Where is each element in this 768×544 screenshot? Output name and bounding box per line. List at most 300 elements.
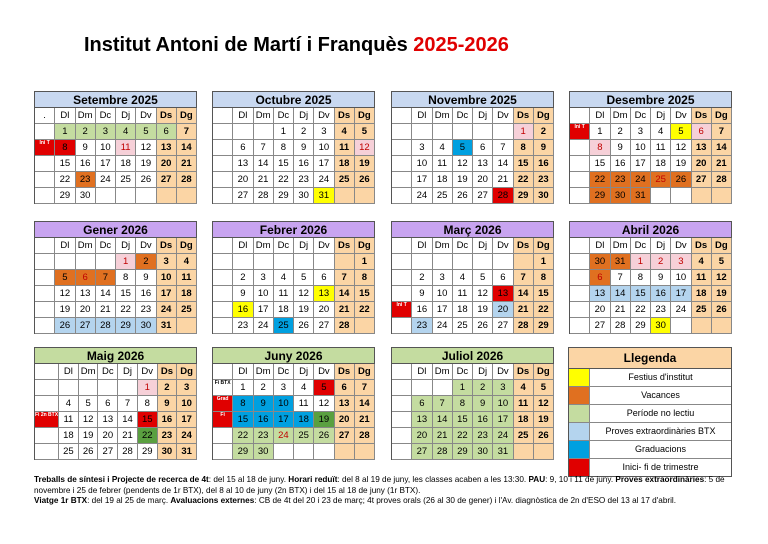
day-cell: 24 bbox=[631, 172, 651, 188]
weekday-header: Dg bbox=[534, 238, 554, 254]
month-title: Maig 2026 bbox=[34, 347, 197, 364]
day-cell: 17 bbox=[254, 302, 274, 318]
weekday-header: Dl bbox=[590, 108, 610, 124]
day-cell: 8 bbox=[138, 396, 158, 412]
day-cell: 13 bbox=[493, 286, 513, 302]
day-cell: 3 bbox=[412, 140, 432, 156]
day-cell: 22 bbox=[590, 172, 610, 188]
day-cell: 2 bbox=[651, 254, 671, 270]
weekday-header: Dl bbox=[412, 238, 432, 254]
day-cell: 1 bbox=[116, 254, 136, 270]
day-cell: 25 bbox=[651, 172, 671, 188]
day-cell: 20 bbox=[314, 302, 334, 318]
week-side-label bbox=[35, 428, 59, 444]
day-cell: 18 bbox=[274, 302, 294, 318]
weekday-header: Dj bbox=[116, 108, 136, 124]
weekday-header: Dv bbox=[493, 238, 513, 254]
week-side-label bbox=[392, 444, 412, 460]
weekday-header: Dj bbox=[651, 108, 671, 124]
legend-label: Inici- fi de trimestre bbox=[622, 462, 699, 472]
day-cell: 29 bbox=[138, 444, 158, 460]
day-cell bbox=[493, 254, 513, 270]
day-cell: 20 bbox=[233, 172, 253, 188]
corner-cell bbox=[213, 238, 233, 254]
day-cell: 16 bbox=[233, 302, 253, 318]
legend-label: Festius d'institut bbox=[628, 372, 693, 382]
day-cell: 28 bbox=[335, 318, 355, 334]
day-cell: 5 bbox=[712, 254, 732, 270]
day-cell: 17 bbox=[274, 412, 294, 428]
weekday-header: Dl bbox=[233, 108, 253, 124]
day-cell: 2 bbox=[233, 270, 253, 286]
day-cell: 5 bbox=[314, 380, 334, 396]
week-side-label bbox=[570, 188, 590, 204]
day-cell: 23 bbox=[294, 172, 314, 188]
day-cell: 23 bbox=[611, 172, 631, 188]
day-cell bbox=[493, 124, 513, 140]
weekday-header: Dv bbox=[314, 108, 334, 124]
day-cell: 4 bbox=[177, 254, 197, 270]
day-cell: 7 bbox=[355, 380, 375, 396]
corner-cell: . bbox=[35, 108, 55, 124]
day-cell bbox=[233, 254, 253, 270]
day-cell: 2 bbox=[412, 270, 432, 286]
day-cell bbox=[96, 188, 116, 204]
day-cell: 2 bbox=[254, 380, 274, 396]
day-cell: 31 bbox=[157, 318, 177, 334]
day-cell: 4 bbox=[514, 380, 534, 396]
day-cell: 10 bbox=[177, 396, 197, 412]
day-cell: 5 bbox=[55, 270, 75, 286]
weekday-header: Dc bbox=[96, 108, 116, 124]
day-cell: 24 bbox=[254, 318, 274, 334]
weekday-header: Dj bbox=[294, 108, 314, 124]
weekday-header: Dm bbox=[433, 108, 453, 124]
weekday-header: Dv bbox=[136, 238, 156, 254]
day-cell: 30 bbox=[158, 444, 178, 460]
week-side-label bbox=[570, 318, 590, 334]
month-title: Febrer 2026 bbox=[212, 221, 375, 238]
day-cell: 14 bbox=[96, 286, 116, 302]
week-side-label bbox=[213, 270, 233, 286]
day-cell: 20 bbox=[157, 156, 177, 172]
day-cell: 7 bbox=[433, 396, 453, 412]
day-cell: 28 bbox=[712, 172, 732, 188]
day-cell: 24 bbox=[671, 302, 691, 318]
day-cell: 28 bbox=[96, 318, 116, 334]
day-cell: 29 bbox=[534, 318, 554, 334]
day-cell: 3 bbox=[631, 124, 651, 140]
weekday-header: Dg bbox=[355, 364, 375, 380]
weekday-header: Dl bbox=[55, 108, 75, 124]
day-cell: 27 bbox=[692, 172, 712, 188]
day-cell: 2 bbox=[473, 380, 493, 396]
day-cell: 21 bbox=[712, 156, 732, 172]
day-cell: 28 bbox=[493, 188, 513, 204]
day-cell bbox=[355, 318, 375, 334]
day-cell: 10 bbox=[254, 286, 274, 302]
month-7 bbox=[569, 221, 732, 334]
day-cell: 9 bbox=[412, 286, 432, 302]
weekday-header: Dg bbox=[177, 108, 197, 124]
note-paragraph: Treballs de síntesi i Projecte de recerca de 4t: del 15 al 18 de juny. Horari reduït: del 8 al 19 de juny, les classes acaben a les 13:30. PAU: 9, 10 i 11 de juny. Proves extraordinàries: 5 de novembre i 25 de febrer (pendents de 1r BTX), del 8 al 10 de juny (2n BTX) i del 15 al 18 de juny (1r BTX). bbox=[34, 475, 725, 495]
weekday-header: Dj bbox=[473, 238, 493, 254]
day-cell bbox=[233, 124, 253, 140]
day-cell: 26 bbox=[453, 188, 473, 204]
day-cell: 15 bbox=[116, 286, 136, 302]
day-cell: 21 bbox=[254, 172, 274, 188]
legend-label: Proves extraordinàries BTX bbox=[605, 426, 716, 436]
day-cell: 28 bbox=[355, 428, 375, 444]
day-cell: 27 bbox=[314, 318, 334, 334]
day-cell: 6 bbox=[233, 140, 253, 156]
day-cell bbox=[534, 444, 554, 460]
week-side-label bbox=[213, 286, 233, 302]
month-3 bbox=[569, 91, 732, 204]
day-cell: 15 bbox=[55, 156, 75, 172]
day-cell: 24 bbox=[177, 428, 197, 444]
day-cell: 30 bbox=[590, 254, 610, 270]
day-cell: 18 bbox=[294, 412, 314, 428]
day-cell: 10 bbox=[671, 270, 691, 286]
day-cell: 9 bbox=[233, 286, 253, 302]
weekday-header: Dg bbox=[712, 238, 732, 254]
day-cell: 9 bbox=[136, 270, 156, 286]
day-cell bbox=[412, 380, 432, 396]
day-cell bbox=[692, 318, 712, 334]
week-side-label bbox=[35, 318, 55, 334]
day-cell: 18 bbox=[59, 428, 79, 444]
day-cell: 13 bbox=[76, 286, 96, 302]
day-cell bbox=[335, 188, 355, 204]
day-cell: 11 bbox=[335, 140, 355, 156]
week-side-label bbox=[392, 286, 412, 302]
week-side-label bbox=[570, 172, 590, 188]
day-cell: 9 bbox=[473, 396, 493, 412]
day-cell: 5 bbox=[136, 124, 156, 140]
weekday-header: Ds bbox=[335, 364, 355, 380]
day-cell: 2 bbox=[158, 380, 178, 396]
day-cell: 17 bbox=[631, 156, 651, 172]
weekday-header: Dv bbox=[493, 364, 513, 380]
week-side-label bbox=[35, 444, 59, 460]
day-cell: 10 bbox=[493, 396, 513, 412]
day-cell: 26 bbox=[136, 172, 156, 188]
day-cell bbox=[59, 380, 79, 396]
day-cell: 4 bbox=[294, 380, 314, 396]
day-cell: 16 bbox=[412, 302, 432, 318]
day-cell: 12 bbox=[473, 286, 493, 302]
day-cell: 5 bbox=[79, 396, 99, 412]
day-cell bbox=[671, 188, 691, 204]
day-cell: 18 bbox=[116, 156, 136, 172]
day-cell: 14 bbox=[335, 286, 355, 302]
day-cell bbox=[96, 254, 116, 270]
corner-cell bbox=[392, 108, 412, 124]
day-cell: 29 bbox=[590, 188, 610, 204]
day-cell: 6 bbox=[76, 270, 96, 286]
week-side-label bbox=[570, 140, 590, 156]
day-cell bbox=[274, 254, 294, 270]
day-cell bbox=[453, 254, 473, 270]
day-cell: 27 bbox=[335, 428, 355, 444]
day-cell: 4 bbox=[433, 140, 453, 156]
day-cell: 26 bbox=[79, 444, 99, 460]
month-title: Juliol 2026 bbox=[391, 347, 554, 364]
weekday-header: Dg bbox=[534, 364, 554, 380]
day-cell: 2 bbox=[136, 254, 156, 270]
weekday-header: Dm bbox=[76, 108, 96, 124]
week-side-label: Ini T bbox=[570, 124, 590, 140]
day-cell: 18 bbox=[514, 412, 534, 428]
day-cell: 6 bbox=[412, 396, 432, 412]
day-cell: 13 bbox=[412, 412, 432, 428]
day-cell: 12 bbox=[712, 270, 732, 286]
day-cell bbox=[514, 444, 534, 460]
day-cell bbox=[412, 124, 432, 140]
weekday-header: Dj bbox=[116, 238, 136, 254]
day-cell: 31 bbox=[493, 444, 513, 460]
day-cell bbox=[116, 188, 136, 204]
week-side-label bbox=[392, 428, 412, 444]
week-side-label bbox=[570, 286, 590, 302]
day-cell: 15 bbox=[514, 156, 534, 172]
day-cell: 27 bbox=[98, 444, 118, 460]
day-cell: 16 bbox=[254, 412, 274, 428]
legend-item bbox=[569, 387, 731, 405]
weekday-header: Dj bbox=[651, 238, 671, 254]
month-10 bbox=[391, 347, 554, 460]
month-0 bbox=[34, 91, 197, 204]
page-title bbox=[84, 34, 509, 57]
day-cell: 24 bbox=[433, 318, 453, 334]
corner-cell bbox=[213, 108, 233, 124]
day-cell: 8 bbox=[590, 140, 610, 156]
day-cell: 4 bbox=[335, 124, 355, 140]
weekday-header: Dg bbox=[355, 108, 375, 124]
day-cell: 7 bbox=[335, 270, 355, 286]
week-side-label bbox=[213, 428, 233, 444]
title-main: Institut Antoni de Martí i Franquès bbox=[84, 34, 408, 56]
weekday-header: Dj bbox=[473, 108, 493, 124]
day-cell: 25 bbox=[453, 318, 473, 334]
day-cell bbox=[294, 254, 314, 270]
day-cell bbox=[79, 380, 99, 396]
corner-cell bbox=[570, 238, 590, 254]
day-cell bbox=[433, 380, 453, 396]
day-cell: 10 bbox=[157, 270, 177, 286]
day-cell bbox=[76, 254, 96, 270]
day-cell: 14 bbox=[254, 156, 274, 172]
day-cell: 30 bbox=[473, 444, 493, 460]
day-cell: 3 bbox=[671, 254, 691, 270]
weekday-header: Ds bbox=[158, 364, 178, 380]
week-side-label bbox=[392, 318, 412, 334]
month-1 bbox=[212, 91, 375, 204]
day-cell: 30 bbox=[611, 188, 631, 204]
day-cell: 17 bbox=[177, 412, 197, 428]
day-cell: 25 bbox=[59, 444, 79, 460]
day-cell: 7 bbox=[96, 270, 116, 286]
day-cell: 11 bbox=[433, 156, 453, 172]
day-cell: 9 bbox=[76, 140, 96, 156]
day-cell: 8 bbox=[453, 396, 473, 412]
week-side-label bbox=[35, 286, 55, 302]
day-cell: 3 bbox=[274, 380, 294, 396]
weekday-header: Dl bbox=[233, 364, 253, 380]
legend-title: Llegenda bbox=[569, 348, 731, 369]
weekday-header: Dc bbox=[631, 238, 651, 254]
week-side-label bbox=[35, 302, 55, 318]
day-cell: 24 bbox=[96, 172, 116, 188]
day-cell: 22 bbox=[453, 428, 473, 444]
day-cell: 30 bbox=[254, 444, 274, 460]
day-cell: 5 bbox=[671, 124, 691, 140]
day-cell: 19 bbox=[534, 412, 554, 428]
day-cell: 12 bbox=[355, 140, 375, 156]
week-side-label bbox=[570, 254, 590, 270]
day-cell: 23 bbox=[158, 428, 178, 444]
day-cell: 1 bbox=[453, 380, 473, 396]
weekday-header: Ds bbox=[157, 238, 177, 254]
weekday-header: Dv bbox=[314, 238, 334, 254]
weekday-header: Dm bbox=[254, 364, 274, 380]
day-cell: 1 bbox=[590, 124, 610, 140]
day-cell: 23 bbox=[233, 318, 253, 334]
day-cell: 11 bbox=[116, 140, 136, 156]
month-8 bbox=[34, 347, 197, 460]
corner-cell bbox=[392, 364, 412, 380]
day-cell: 22 bbox=[534, 302, 554, 318]
day-cell: 14 bbox=[514, 286, 534, 302]
week-side-label bbox=[213, 254, 233, 270]
day-cell: 15 bbox=[631, 286, 651, 302]
day-cell: 27 bbox=[493, 318, 513, 334]
day-cell: 28 bbox=[611, 318, 631, 334]
day-cell: 25 bbox=[514, 428, 534, 444]
day-cell: 16 bbox=[473, 412, 493, 428]
legend-swatch bbox=[569, 459, 590, 476]
day-cell bbox=[473, 254, 493, 270]
day-cell: 11 bbox=[514, 396, 534, 412]
weekday-header: Dm bbox=[611, 108, 631, 124]
day-cell: 25 bbox=[335, 172, 355, 188]
weekday-header: Dv bbox=[671, 108, 691, 124]
day-cell: 17 bbox=[157, 286, 177, 302]
day-cell: 12 bbox=[136, 140, 156, 156]
day-cell bbox=[473, 124, 493, 140]
day-cell: 8 bbox=[274, 140, 294, 156]
day-cell: 30 bbox=[534, 188, 554, 204]
day-cell: 14 bbox=[493, 156, 513, 172]
day-cell: 19 bbox=[55, 302, 75, 318]
day-cell: 14 bbox=[118, 412, 138, 428]
month-9 bbox=[212, 347, 375, 460]
corner-cell bbox=[213, 364, 233, 380]
day-cell: 18 bbox=[692, 286, 712, 302]
day-cell: 25 bbox=[177, 302, 197, 318]
day-cell: 3 bbox=[433, 270, 453, 286]
corner-cell bbox=[35, 238, 55, 254]
day-cell: 12 bbox=[294, 286, 314, 302]
day-cell: 6 bbox=[157, 124, 177, 140]
day-cell bbox=[274, 444, 294, 460]
week-side-label bbox=[213, 156, 233, 172]
day-cell: 10 bbox=[412, 156, 432, 172]
day-cell: 26 bbox=[314, 428, 334, 444]
day-cell: 23 bbox=[412, 318, 432, 334]
week-side-label bbox=[570, 270, 590, 286]
week-side-label bbox=[392, 172, 412, 188]
day-cell: 18 bbox=[651, 156, 671, 172]
day-cell bbox=[712, 188, 732, 204]
legend-item bbox=[569, 369, 731, 387]
weekday-header: Ds bbox=[692, 108, 712, 124]
day-cell bbox=[254, 124, 274, 140]
day-cell: 5 bbox=[294, 270, 314, 286]
day-cell: 18 bbox=[453, 302, 473, 318]
day-cell bbox=[355, 444, 375, 460]
weekday-header: Dc bbox=[453, 364, 473, 380]
day-cell: 25 bbox=[274, 318, 294, 334]
week-side-label bbox=[35, 156, 55, 172]
day-cell: 16 bbox=[294, 156, 314, 172]
day-cell: 29 bbox=[631, 318, 651, 334]
day-cell: 9 bbox=[534, 140, 554, 156]
weekday-header: Dm bbox=[611, 238, 631, 254]
month-title: Gener 2026 bbox=[34, 221, 197, 238]
day-cell: 5 bbox=[355, 124, 375, 140]
day-cell: 20 bbox=[473, 172, 493, 188]
day-cell: 24 bbox=[493, 428, 513, 444]
day-cell: 7 bbox=[493, 140, 513, 156]
day-cell: 9 bbox=[294, 140, 314, 156]
legend bbox=[568, 347, 732, 477]
weekday-header: Ds bbox=[514, 364, 534, 380]
week-side-label bbox=[570, 156, 590, 172]
day-cell: 16 bbox=[611, 156, 631, 172]
month-title: Març 2026 bbox=[391, 221, 554, 238]
day-cell: 23 bbox=[254, 428, 274, 444]
legend-label: Període no lectiu bbox=[626, 408, 695, 418]
day-cell: 6 bbox=[493, 270, 513, 286]
day-cell: 29 bbox=[453, 444, 473, 460]
day-cell bbox=[314, 254, 334, 270]
weekday-header: Dm bbox=[79, 364, 99, 380]
week-side-label bbox=[392, 270, 412, 286]
day-cell: 19 bbox=[712, 286, 732, 302]
day-cell: 12 bbox=[671, 140, 691, 156]
day-cell bbox=[177, 318, 197, 334]
day-cell: 17 bbox=[412, 172, 432, 188]
day-cell: 28 bbox=[254, 188, 274, 204]
day-cell: 17 bbox=[314, 156, 334, 172]
day-cell: 6 bbox=[692, 124, 712, 140]
day-cell bbox=[355, 188, 375, 204]
day-cell: 29 bbox=[116, 318, 136, 334]
day-cell: 8 bbox=[55, 140, 75, 156]
day-cell: 21 bbox=[355, 412, 375, 428]
day-cell: 24 bbox=[274, 428, 294, 444]
day-cell: 28 bbox=[118, 444, 138, 460]
day-cell: 22 bbox=[514, 172, 534, 188]
weekday-header: Dl bbox=[59, 364, 79, 380]
weekday-header: Dc bbox=[631, 108, 651, 124]
day-cell bbox=[294, 444, 314, 460]
corner-cell bbox=[35, 364, 59, 380]
day-cell: 17 bbox=[96, 156, 116, 172]
day-cell: 27 bbox=[590, 318, 610, 334]
